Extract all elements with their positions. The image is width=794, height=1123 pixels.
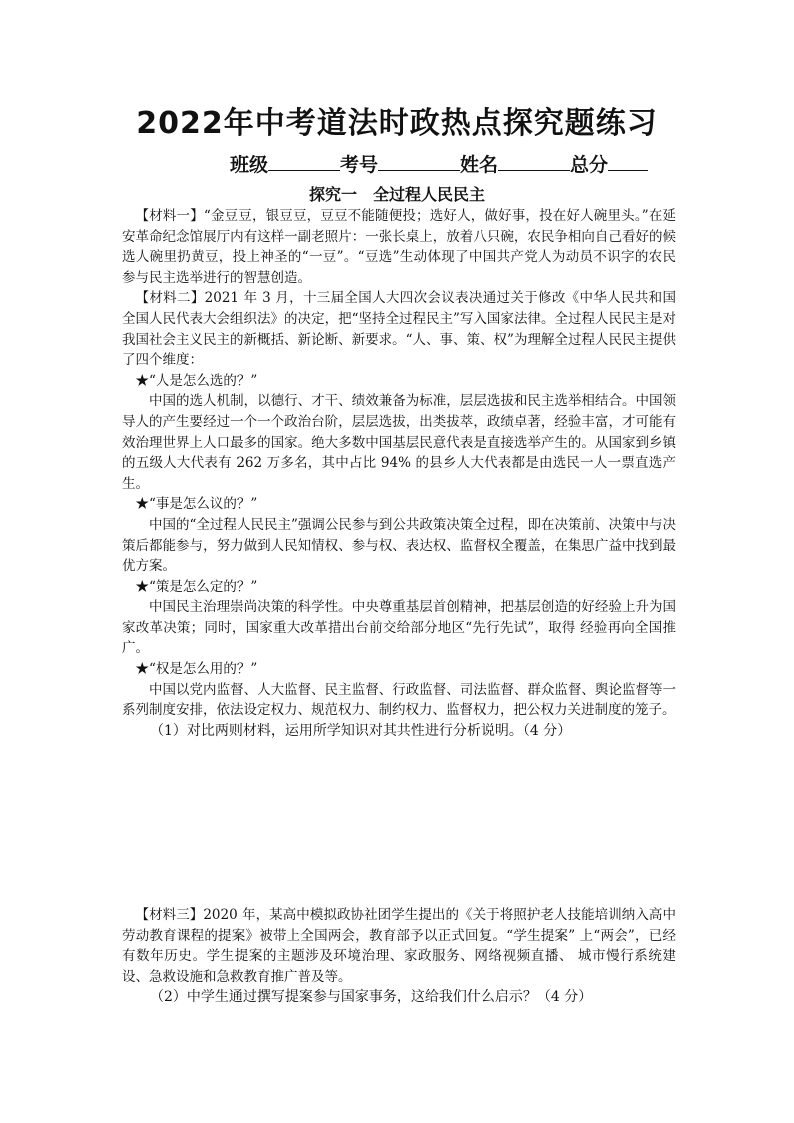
page-title: 2022年中考道法时政热点探究题练习 [136,106,658,141]
question-2: （2）中学生通过撰写提案参与国家事务，这给我们什么启示？（4 分） [150,989,593,1006]
dimension-policy-heading: ★“策是怎么定的？” [135,578,258,595]
score-blank[interactable] [608,152,648,171]
dimension-power-text: 中国以党内监督、人大监督、民主监督、行政监督、司法监督、群众监督、舆论监督等一系列制度安排，依法设定权力、规范权力、制约权力、监督权力，把公权力关进制度的笼子。 [122,681,676,719]
material-block-1 [122,206,676,741]
class-label: 班级 [230,154,269,176]
material-1: 【材料一】“金豆豆，银豆豆，豆豆不能随便投；选好人，做好事，投在好人碗里头。”在延安革命纪念馆展厅内有这样一副老照片：一张长桌上，放着八只碗，农民争相向自己看好的候选人碗里扔黄豆，投上神圣的“一豆”。“豆选”生动体现了中国共产党人为动员不识字的农民参与民主选举进行的智慧创造。 [122,208,676,286]
name-blank[interactable] [498,152,570,171]
name-label: 姓名 [460,154,499,176]
exam-no-label: 考号 [340,154,379,176]
score-label: 总分 [570,154,609,176]
dimension-affairs-text: 中国的“全过程人民民主”强调公民参与到公共政策决策全过程，即在决策前、决策中与决策后都能参与，努力做到人民知情权、参与权、表达权、监督权全覆盖，在集思广益中找到最优方案。 [122,516,676,575]
student-info-line [230,150,680,177]
dimension-affairs-heading: ★“事是怎么议的？” [135,496,258,513]
material-3: 【材料三】2020 年，某高中模拟政协社团学生提出的《关于将照护老人技能培训纳入高中劳动教育课程的提案》被带上全国两会，教育部予以正式回复。“学生提案” 上“两会”，已经有数年历史。学生提案的主题涉及环境治理、家政服务、网络视频直播、 城市慢行系统建设、急救设施和急救教育推广普及等。 [122,907,676,985]
material-2: 【材料二】2021 年 3 月，十三届全国人大四次会议表决通过关于修改《中华人民共和国全国人民代表大会组织法》的决定，把“坚持全过程民主”写入国家法律。全过程人民民主是对我国社会主义民主的新概括、新论断、新要求。“人、事、策、权”为理解全过程人民民主提供了四个维度： [122,290,676,369]
dimension-people-heading: ★“人是怎么选的？” [135,372,258,389]
dimension-power-heading: ★“权是怎么用的？” [135,661,258,678]
class-blank[interactable] [268,152,340,171]
question-1: （1）对比两则材料，运用所学知识对其共性进行分析说明。（4 分） [150,722,572,739]
section-title: 探究一 全过程人民民主 [308,185,485,204]
dimension-people-text: 中国的选人机制，以德行、才干、绩效兼备为标准，层层选拔和民主选举相结合。中国领导人的产生要经过一个一个政治台阶，层层选拔，出类拔萃，政绩卓著，经验丰富，才可能有效治理世界上人口最多的国家。绝大多数中国基层民意代表是直接选举产生的。从国家到乡镇的五级人大代表有 262 万多名，其中占比 94% 的县乡人大代表都是由选民一人一票直选产生。 [122,393,676,492]
dimension-policy-text: 中国民主治理崇尚决策的科学性。中央尊重基层首创精神，把基层创造的好经验上升为国家改革决策；同时，国家重大改革措出台前交给部分地区“先行先试”，取得 经验再向全国推广。 [122,599,676,657]
material-block-2 [122,905,676,1008]
exam-no-blank[interactable] [378,152,460,171]
